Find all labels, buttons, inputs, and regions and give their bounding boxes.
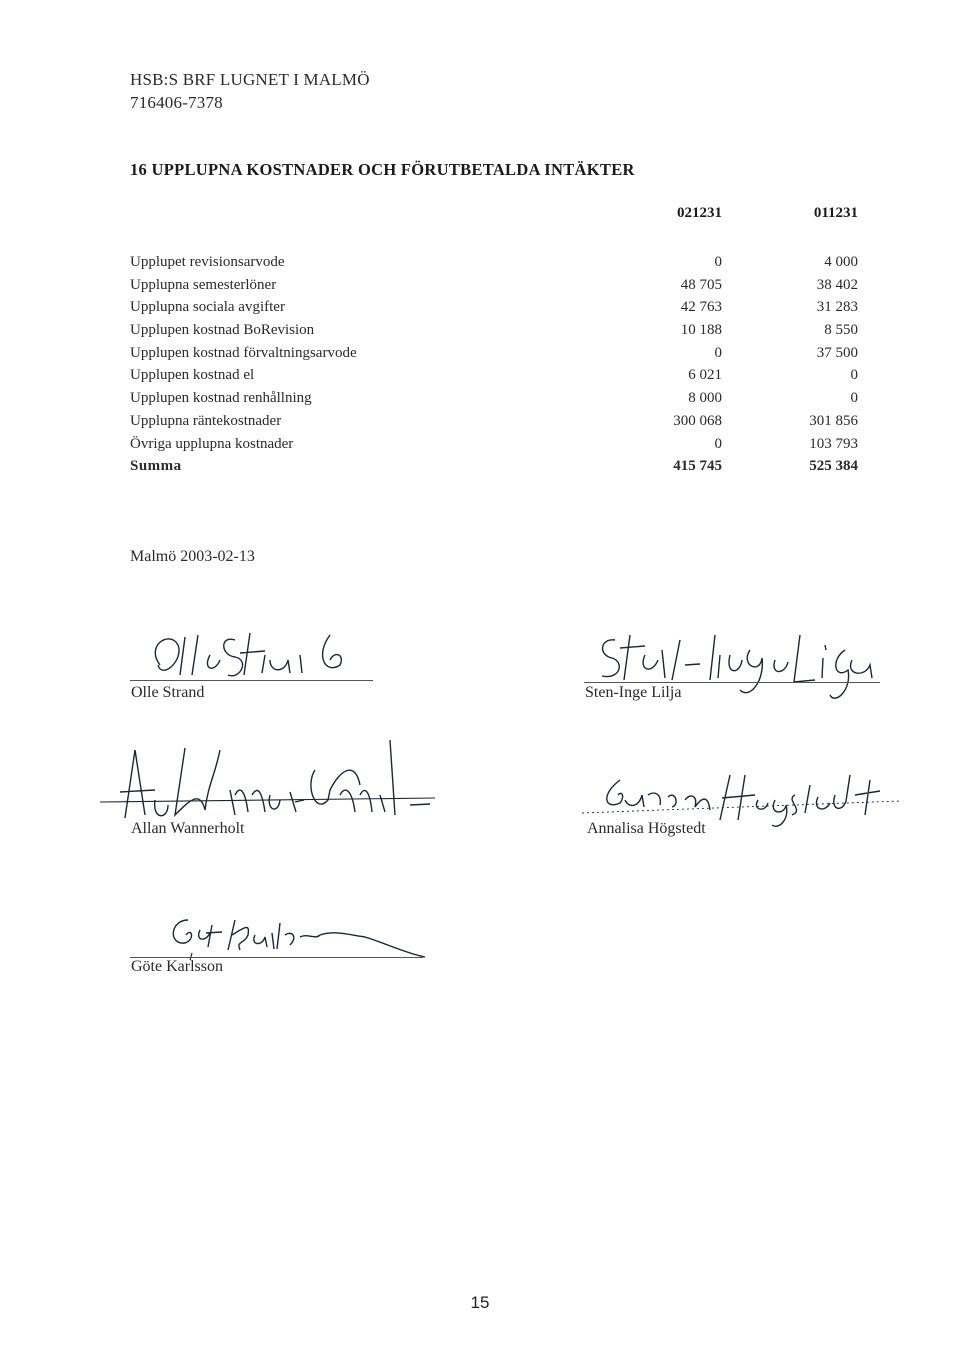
signature-line — [130, 680, 373, 681]
column-header-2001: 011231 — [813, 205, 858, 221]
row-value-2002: 0 — [714, 254, 722, 270]
total-value-2001: 525 384 — [809, 458, 858, 475]
signatory-name: Allan Wannerholt — [131, 820, 245, 837]
table-row — [130, 342, 865, 365]
accrued-costs-table — [130, 251, 865, 478]
table-row — [130, 433, 865, 456]
row-label: Upplupen kostnad förvaltningsarvode — [130, 344, 357, 361]
organization-name: HSB:S BRF LUGNET I MALMÖ — [130, 70, 370, 89]
signatory-name: Sten-Inge Lilja — [585, 684, 682, 701]
total-value-2002: 415 745 — [673, 458, 722, 475]
row-value-2001: 38 402 — [816, 276, 858, 293]
total-label: Summa — [130, 458, 182, 475]
handwritten-signature — [90, 730, 440, 825]
row-value-2002: 8 000 — [688, 390, 722, 407]
row-label: Upplupna sociala avgifter — [130, 299, 285, 316]
signatory-name: Annalisa Högstedt — [587, 820, 706, 837]
handwritten-signature — [580, 765, 900, 825]
row-label: Upplupna semesterlöner — [130, 276, 277, 293]
table-row — [130, 251, 865, 274]
row-label: Övriga upplupna kostnader — [130, 435, 294, 452]
row-label: Upplupen kostnad BoRevision — [130, 322, 315, 339]
row-value-2001: 0 — [850, 367, 858, 384]
row-value-2002: 300 068 — [673, 412, 722, 429]
table-row — [130, 274, 865, 297]
table-row — [130, 387, 865, 410]
handwritten-signature — [140, 625, 380, 685]
row-label: Upplupen kostnad renhållning — [130, 390, 312, 407]
page-number: 15 — [470, 1293, 490, 1312]
row-value-2001: 31 283 — [816, 299, 858, 316]
organization-number: 716406-7378 — [130, 93, 223, 112]
row-value-2002: 0 — [714, 344, 722, 361]
row-label: Upplupna räntekostnader — [130, 412, 282, 429]
row-value-2002: 10 188 — [680, 322, 722, 339]
signature-line — [584, 682, 880, 683]
row-value-2001: 37 500 — [816, 344, 858, 361]
table-row — [130, 319, 865, 342]
row-value-2001: 8 550 — [824, 322, 858, 339]
row-value-2001: 0 — [850, 390, 858, 407]
row-value-2001: 103 793 — [809, 435, 858, 452]
table-total-row — [130, 455, 865, 478]
table-row — [130, 410, 865, 433]
place-and-date: Malmö 2003-02-13 — [130, 548, 255, 565]
signatory-name: Göte Karlsson — [131, 958, 223, 975]
row-label: Upplupen kostnad el — [130, 367, 255, 384]
row-value-2002: 0 — [714, 435, 722, 452]
row-value-2001: 301 856 — [809, 412, 858, 429]
signatory-name: Olle Strand — [131, 684, 205, 701]
column-header-2002: 021231 — [677, 205, 722, 221]
row-value-2002: 42 763 — [680, 299, 722, 316]
row-label: Upplupet revisionsarvode — [130, 254, 285, 270]
section-title: 16 UPPLUPNA KOSTNADER OCH FÖRUTBETALDA INTÄKTER — [130, 160, 635, 179]
table-row — [130, 364, 865, 387]
row-value-2001: 4 000 — [824, 254, 858, 270]
row-value-2002: 6 021 — [688, 367, 722, 384]
row-value-2002: 48 705 — [680, 276, 722, 293]
table-row — [130, 296, 865, 319]
